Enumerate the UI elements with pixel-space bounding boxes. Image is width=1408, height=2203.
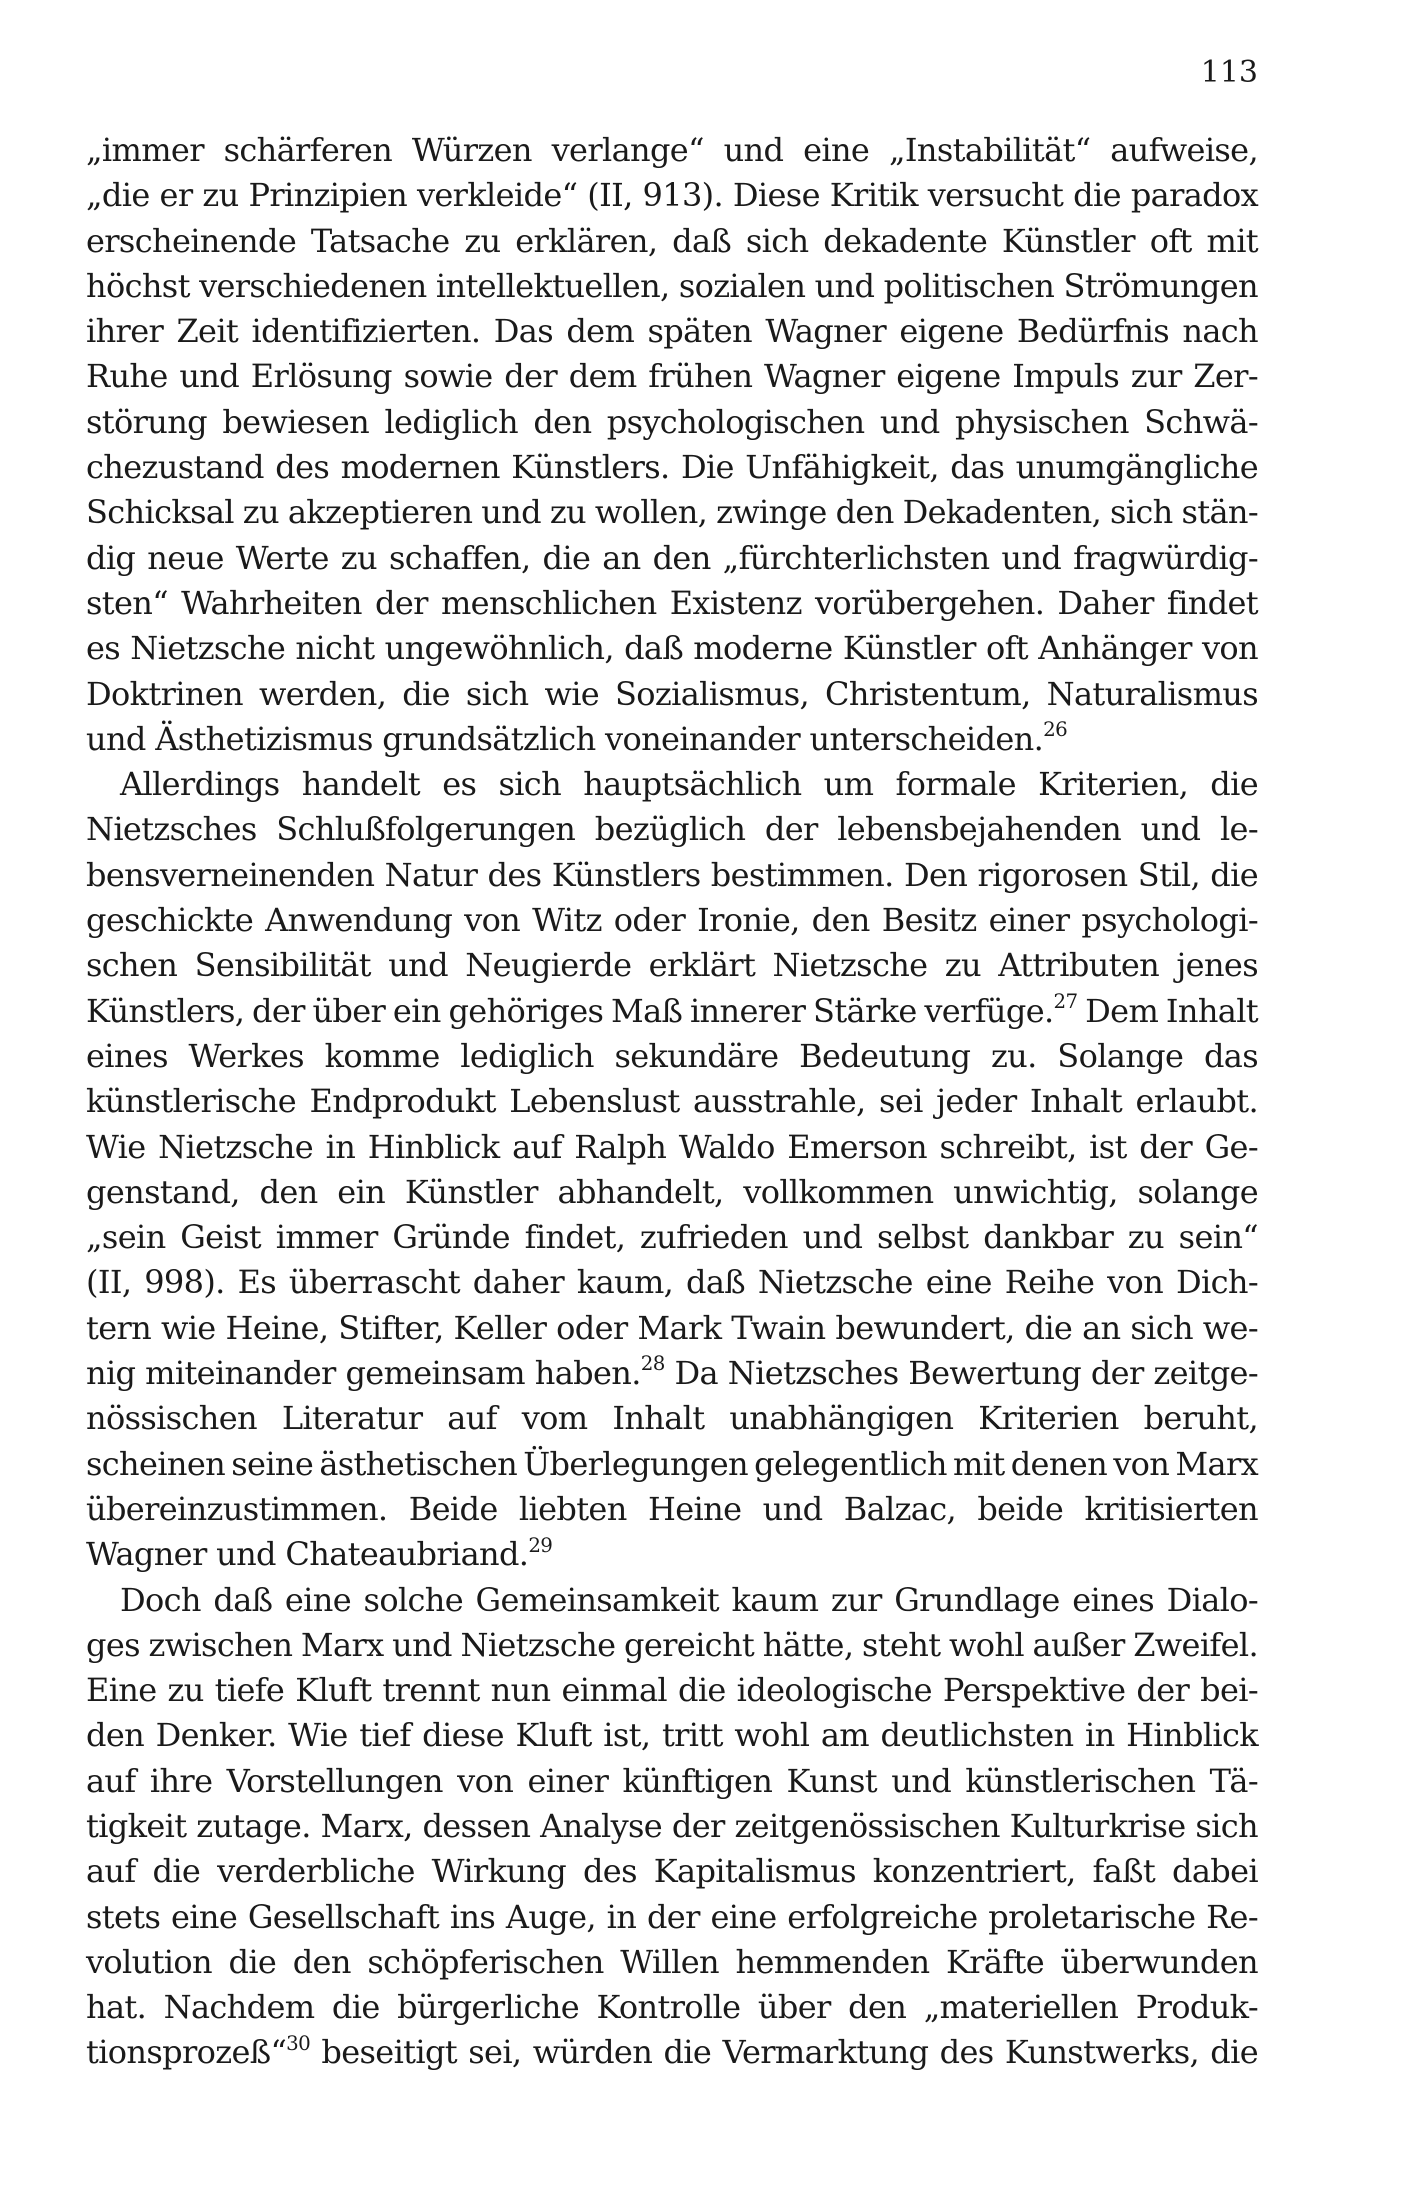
text-segment: Künstlers, der über ein gehöriges Maß innerer Stärke verfüge. — [86, 991, 1054, 1030]
text-line: nössischen Literatur auf vom Inhalt unabhängigen Kriterien beruht, — [86, 1399, 1258, 1438]
text-line: Doch daß eine solche Gemeinsamkeit kaum zur Grundlage eines Dialo- — [120, 1580, 1258, 1619]
text-line: Ruhe und Erlösung sowie der dem frühen Wagner eigene Impuls zur Zer- — [86, 357, 1258, 396]
text-line: Wie Nietzsche in Hinblick auf Ralph Waldo Emerson schreibt, ist der Ge- — [86, 1127, 1258, 1166]
text-segment: und Ästhetizismus grundsätzlich voneinander unterscheiden. — [86, 719, 1044, 758]
text-line: es Nietzsche nicht ungewöhnlich, daß moderne Künstler oft Anhänger von — [86, 629, 1258, 668]
text-line: „sein Geist immer Gründe findet, zufrieden und selbst dankbar zu sein“ — [86, 1218, 1258, 1257]
text-line: hat. Nachdem die bürgerliche Kontrolle über den „materiellen Produk- — [86, 1988, 1258, 2027]
paragraph-2 — [86, 762, 1258, 1577]
text-line: Doktrinen werden, die sich wie Sozialismus, Christentum, Naturalismus — [86, 674, 1258, 713]
text-line — [86, 1351, 1258, 1396]
footnote-marker[interactable]: 26 — [1043, 718, 1068, 742]
text-line: (II, 998). Es überrascht daher kaum, daß Nietzsche eine Reihe von Dich- — [86, 1263, 1258, 1302]
text-segment: tionsprozeß“ — [86, 2033, 287, 2072]
text-line: „immer schärferen Würzen verlange“ und eine „Instabilität“ aufweise, — [86, 131, 1258, 169]
text-line: tern wie Heine, Stifter, Keller oder Mark Twain bewundert, die an sich we- — [86, 1308, 1258, 1347]
text-line: künstlerische Endprodukt Lebenslust ausstrahle, sei jeder Inhalt erlaubt. — [86, 1082, 1258, 1121]
text-line: übereinzustimmen. Beide liebten Heine und Balzac, beide kritisierten — [86, 1489, 1258, 1528]
text-line — [86, 717, 1258, 762]
text-line: scheinen seine ästhetischen Überlegungen gelegentlich mit denen von Marx — [86, 1444, 1258, 1483]
text-line: sten“ Wahrheiten der menschlichen Existenz vorübergehen. Daher findet — [86, 583, 1258, 622]
text-line: geschickte Anwendung von Witz oder Ironie, den Besitz einer psychologi- — [86, 901, 1258, 940]
text-line: auf ihre Vorstellungen von einer künftigen Kunst und künstlerischen Tä- — [86, 1761, 1258, 1800]
page-number: 113 — [1200, 55, 1258, 90]
text-line: den Denker. Wie tief diese Kluft ist, tritt wohl am deutlichsten in Hinblick — [86, 1716, 1258, 1755]
text-line: höchst verschiedenen intellektuellen, sozialen und politischen Strömungen — [86, 266, 1258, 305]
footnote-marker[interactable]: 28 — [640, 1352, 665, 1376]
text-line — [86, 1532, 1258, 1577]
text-segment: Da Nietzsches Bewertung der zeitge- — [664, 1354, 1258, 1393]
text-line: ges zwischen Marx und Nietzsche gereicht hätte, steht wohl außer Zweifel. — [86, 1625, 1258, 1664]
paragraph-1 — [86, 128, 1258, 762]
text-segment: beseitigt sei, würden die Vermarktung des Kunstwerks, die — [310, 2033, 1258, 2072]
paragraph-3 — [86, 1578, 1258, 2076]
text-line: „die er zu Prinzipien verkleide“ (II, 913). Diese Kritik versucht die paradox — [86, 176, 1258, 215]
text-line: dig neue Werte zu schaffen, die an den „fürchterlichsten und fragwürdig- — [86, 538, 1258, 577]
text-line: genstand, den ein Künstler abhandelt, vollkommen unwichtig, solange — [86, 1172, 1258, 1211]
footnote-marker[interactable]: 30 — [286, 2031, 311, 2055]
text-line: schen Sensibilität und Neugierde erklärt Nietzsche zu Attributen jenes — [86, 946, 1258, 985]
text-line: erscheinende Tatsache zu erklären, daß sich dekadente Künstler oft mit — [86, 221, 1258, 260]
text-line: Schicksal zu akzeptieren und zu wollen, zwinge den Dekadenten, sich stän- — [86, 493, 1258, 532]
text-line: stets eine Gesellschaft ins Auge, in der eine erfolgreiche proletarische Re- — [86, 1897, 1258, 1936]
footnote-marker[interactable]: 27 — [1053, 990, 1078, 1014]
text-line: Allerdings handelt es sich hauptsächlich um formale Kriterien, die — [120, 765, 1258, 804]
text-segment: Wagner und Chateaubriand. — [86, 1535, 529, 1574]
text-line: Nietzsches Schlußfolgerungen bezüglich der lebensbejahenden und le- — [86, 810, 1258, 849]
text-line: bensverneinenden Natur des Künstlers bestimmen. Den rigorosen Stil, die — [86, 855, 1258, 894]
body-text — [86, 128, 1258, 2076]
text-line: chezustand des modernen Künstlers. Die Unfähigkeit, das unumgängliche — [86, 448, 1258, 487]
text-segment: nig miteinander gemeinsam haben. — [86, 1354, 641, 1393]
text-line: eines Werkes komme lediglich sekundäre Bedeutung zu. Solange das — [86, 1036, 1258, 1075]
text-line — [86, 989, 1258, 1034]
text-line: tigkeit zutage. Marx, dessen Analyse der zeitgenössischen Kulturkrise sich — [86, 1806, 1258, 1845]
text-line — [86, 2030, 1258, 2075]
footnote-marker[interactable]: 29 — [528, 1533, 553, 1557]
text-line: auf die verderbliche Wirkung des Kapitalismus konzentriert, faßt dabei — [86, 1852, 1258, 1891]
text-segment: Dem Inhalt — [1077, 991, 1258, 1030]
text-line: störung bewiesen lediglich den psychologischen und physischen Schwä- — [86, 402, 1258, 441]
text-line: Eine zu tiefe Kluft trennt nun einmal die ideologische Perspektive der bei- — [86, 1671, 1258, 1710]
text-line: ihrer Zeit identifizierten. Das dem späten Wagner eigene Bedürfnis nach — [86, 312, 1258, 351]
text-line: volution die den schöpferischen Willen hemmenden Kräfte überwunden — [86, 1942, 1258, 1981]
